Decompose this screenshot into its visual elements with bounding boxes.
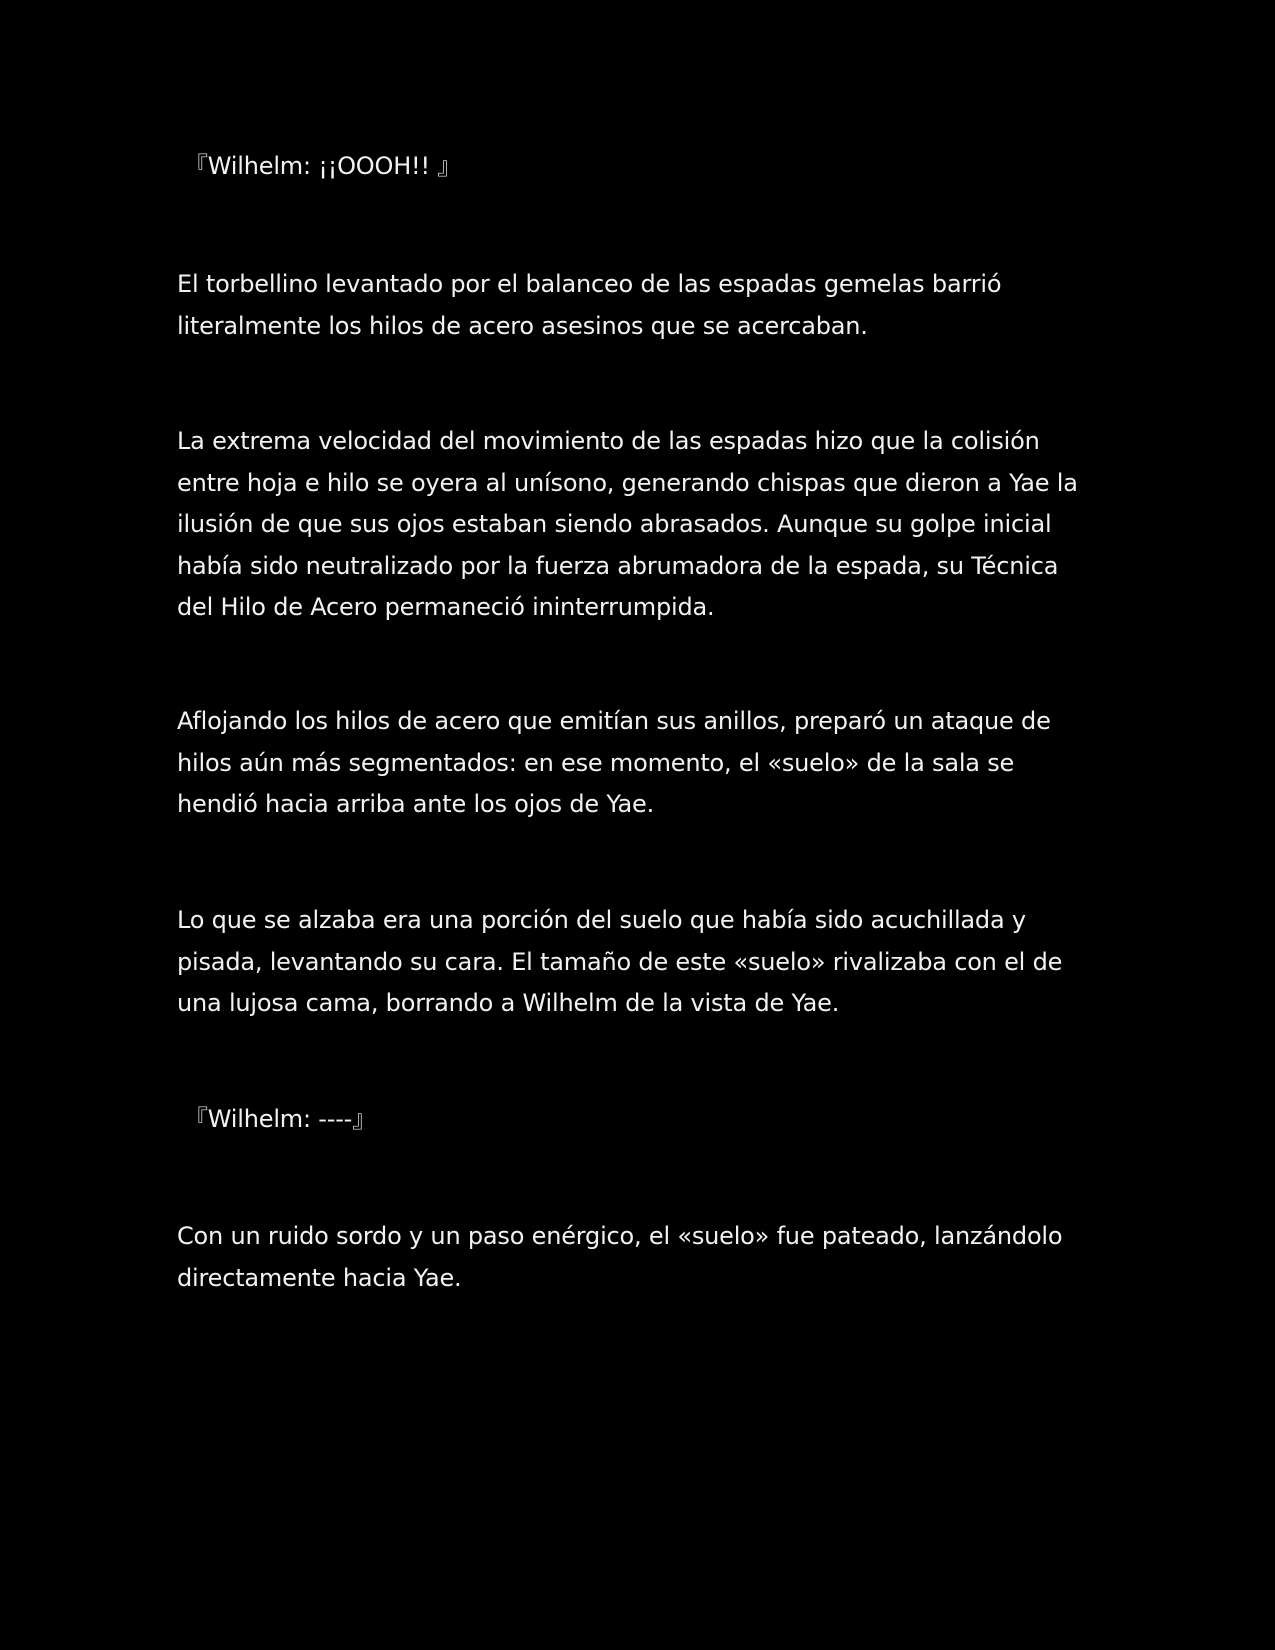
dialogue-line: 『Wilhelm: ¡¡OOOH!! 』 bbox=[184, 152, 462, 180]
narrative-paragraph: El torbellino levantado por el balanceo de las espadas gemelas barrió literalmente los hilos de acero asesinos que se acercaban. bbox=[177, 270, 1002, 340]
narrative-paragraph: Lo que se alzaba era una porción del suelo que había sido acuchillada y pisada, levantando su cara. El tamaño de este «suelo» rivalizaba con el de una lujosa cama, borrando a Wilhelm de la vista de Yae. bbox=[177, 906, 1063, 1017]
narrative-paragraph: La extrema velocidad del movimiento de las espadas hizo que la colisión entre hoja e hilo se oyera al unísono, generando chispas que dieron a Yae la ilusión de que sus ojos estaban siendo abrasados. Aunque su golpe inicial había sido neutralizado por la fuerza abrumadora de la espada, su Técnica del Hilo de Acero permaneció ininterrumpida. bbox=[177, 427, 1078, 621]
dialogue-line: 『Wilhelm: ----』 bbox=[184, 1105, 376, 1133]
narrative-paragraph: Aflojando los hilos de acero que emitían sus anillos, preparó un ataque de hilos aún más segmentados: en ese momento, el «suelo» de la sala se hendió hacia arriba ante los ojos de Yae. bbox=[177, 707, 1051, 818]
narrative-paragraph: Con un ruido sordo y un paso enérgico, el «suelo» fue pateado, lanzándolo directamente hacia Yae. bbox=[177, 1222, 1063, 1292]
